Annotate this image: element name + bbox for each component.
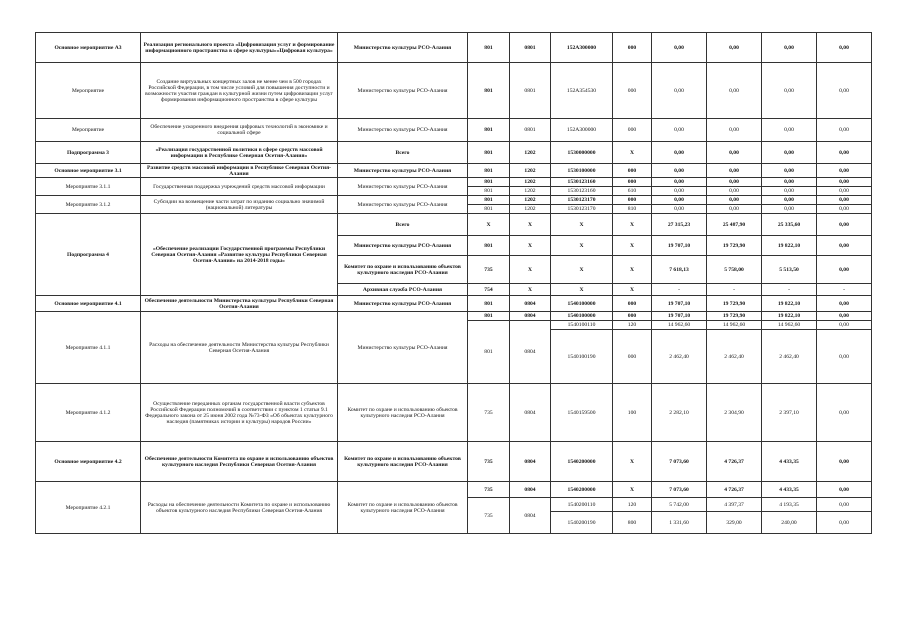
table-row: [36, 442, 872, 482]
amount-cell: 0,00: [762, 205, 817, 214]
amount-cell: -: [652, 284, 707, 296]
table-row: [36, 296, 872, 312]
executor-cell: Всего: [338, 142, 468, 164]
vr-cell: Х: [613, 482, 652, 498]
rzpr-cell: 1202: [510, 178, 551, 187]
rzpr-cell: 0801: [510, 33, 551, 63]
rzpr-cell: 0804: [510, 296, 551, 312]
grbs-cell: 801: [468, 236, 510, 256]
grbs-cell: 801: [468, 187, 510, 196]
csr-cell: 1540159500: [551, 384, 613, 442]
executor-cell: Министерство культуры РСО-Алания: [338, 236, 468, 256]
program-code: Мероприятие 4.1.2: [36, 384, 141, 442]
amount-cell: 0,00: [762, 63, 817, 119]
amount-cell: 0,00: [652, 63, 707, 119]
amount-cell: 0,00: [652, 196, 707, 205]
program-code: Подпрограмма 3: [36, 142, 141, 164]
amount-cell: 0,00: [707, 205, 762, 214]
executor-cell: Министерство культуры РСО-Алания: [338, 119, 468, 142]
grbs-cell: 801: [468, 296, 510, 312]
amount-cell: 4 433,35: [762, 442, 817, 482]
program-code: Основное мероприятие 4.2: [36, 442, 141, 482]
amount-cell: 329,00: [707, 512, 762, 534]
amount-cell: 0,00: [707, 33, 762, 63]
amount-cell: 240,00: [762, 512, 817, 534]
vr-cell: 000: [613, 312, 652, 321]
amount-cell: 7 618,13: [652, 256, 707, 284]
program-code: Мероприятие 3.1.1: [36, 178, 141, 196]
csr-cell: 1540200000: [551, 482, 613, 498]
amount-cell: 0,00: [817, 63, 872, 119]
amount-cell: 0,00: [817, 164, 872, 178]
rzpr-cell: Х: [510, 256, 551, 284]
vr-cell: 810: [613, 205, 652, 214]
amount-cell: 0,00: [762, 33, 817, 63]
amount-cell: 0,00: [762, 196, 817, 205]
amount-cell: 19 729,90: [707, 236, 762, 256]
amount-cell: 0,00: [817, 214, 872, 236]
vr-cell: Х: [613, 256, 652, 284]
grbs-cell: 801: [468, 178, 510, 187]
amount-cell: 7 073,60: [652, 442, 707, 482]
amount-cell: -: [817, 284, 872, 296]
csr-cell: 1530123160: [551, 187, 613, 196]
csr-cell: Х: [551, 284, 613, 296]
amount-cell: -: [762, 284, 817, 296]
amount-cell: 0,00: [707, 63, 762, 119]
amount-cell: 27 315,23: [652, 214, 707, 236]
rzpr-cell: 1202: [510, 196, 551, 205]
csr-cell: 1540100000: [551, 296, 613, 312]
vr-cell: Х: [613, 214, 652, 236]
amount-cell: 4 433,35: [762, 482, 817, 498]
amount-cell: 0,00: [817, 196, 872, 205]
amount-cell: 0,00: [817, 256, 872, 284]
rzpr-cell: 0804: [510, 384, 551, 442]
table-row: [36, 214, 872, 236]
rzpr-cell: 1202: [510, 164, 551, 178]
amount-cell: 5 742,00: [652, 498, 707, 512]
amount-cell: 2 462,40: [762, 330, 817, 384]
rzpr-cell: 0804: [510, 498, 551, 534]
program-code: Мероприятие: [36, 63, 141, 119]
amount-cell: 19 707,10: [652, 236, 707, 256]
executor-cell: Министерство культуры РСО-Алания: [338, 312, 468, 384]
grbs-cell: 801: [468, 205, 510, 214]
table-row: [36, 119, 872, 142]
amount-cell: -: [707, 284, 762, 296]
executor-cell: Министерство культуры РСО-Алания: [338, 196, 468, 214]
program-code: Подпрограмма 4: [36, 214, 141, 296]
amount-cell: 0,00: [817, 512, 872, 534]
amount-cell: 2 397,10: [762, 384, 817, 442]
amount-cell: 0,00: [817, 498, 872, 512]
rzpr-cell: Х: [510, 236, 551, 256]
amount-cell: 19 822,10: [762, 312, 817, 321]
csr-cell: 1540100190: [551, 330, 613, 384]
executor-cell: Комитет по охране и использованию объектов культурного наследия РСО-Алания: [338, 442, 468, 482]
executor-cell: Министерство культуры РСО-Алания: [338, 33, 468, 63]
vr-cell: Х: [613, 142, 652, 164]
amount-cell: 0,00: [707, 196, 762, 205]
amount-cell: 0,00: [762, 187, 817, 196]
csr-cell: 1540200000: [551, 442, 613, 482]
vr-cell: 120: [613, 321, 652, 330]
amount-cell: 0,00: [817, 178, 872, 187]
csr-cell: 152А300000: [551, 119, 613, 142]
table-row: [36, 482, 872, 498]
program-code: Мероприятие 3.1.2: [36, 196, 141, 214]
csr-cell: 152А354530: [551, 63, 613, 119]
amount-cell: 0,00: [652, 33, 707, 63]
amount-cell: 0,00: [762, 142, 817, 164]
amount-cell: 19 707,10: [652, 312, 707, 321]
vr-cell: 000: [613, 330, 652, 384]
csr-cell: 1540100110: [551, 321, 613, 330]
amount-cell: 0,00: [652, 142, 707, 164]
rzpr-cell: 0804: [510, 482, 551, 498]
amount-cell: 0,00: [817, 442, 872, 482]
amount-cell: 0,00: [817, 384, 872, 442]
grbs-cell: 754: [468, 284, 510, 296]
rzpr-cell: 0804: [510, 321, 551, 384]
csr-cell: 1530100000: [551, 164, 613, 178]
table-row: [36, 384, 872, 442]
grbs-cell: 801: [468, 119, 510, 142]
amount-cell: 4 726,37: [707, 442, 762, 482]
csr-cell: Х: [551, 236, 613, 256]
rzpr-cell: 0801: [510, 63, 551, 119]
amount-cell: 0,00: [817, 330, 872, 384]
vr-cell: 000: [613, 196, 652, 205]
rzpr-cell: 0804: [510, 312, 551, 321]
program-description: Субсидии на возмещение части затрат по изданию социально значимой (национальной) литературы: [141, 196, 338, 214]
vr-cell: 100: [613, 384, 652, 442]
amount-cell: 4 726,37: [707, 482, 762, 498]
document-page: [35, 32, 871, 534]
vr-cell: 000: [613, 119, 652, 142]
table-row: [36, 33, 872, 63]
program-code: Основное мероприятие 4.1: [36, 296, 141, 312]
amount-cell: 25 487,90: [707, 214, 762, 236]
grbs-cell: 801: [468, 33, 510, 63]
vr-cell: Х: [613, 442, 652, 482]
grbs-cell: 801: [468, 196, 510, 205]
grbs-cell: Х: [468, 214, 510, 236]
vr-cell: 000: [613, 178, 652, 187]
amount-cell: 0,00: [762, 119, 817, 142]
executor-cell: Комитет по охране и использованию объектов культурного наследия РСО-Алания: [338, 256, 468, 284]
grbs-cell: 801: [468, 321, 510, 384]
grbs-cell: 801: [468, 164, 510, 178]
amount-cell: 0,00: [817, 205, 872, 214]
amount-cell: 0,00: [817, 119, 872, 142]
rzpr-cell: Х: [510, 214, 551, 236]
amount-cell: 0,00: [652, 205, 707, 214]
amount-cell: 0,00: [707, 164, 762, 178]
executor-cell: Министерство культуры РСО-Алания: [338, 296, 468, 312]
amount-cell: 25 335,60: [762, 214, 817, 236]
amount-cell: 0,00: [652, 119, 707, 142]
rzpr-cell: 1202: [510, 142, 551, 164]
csr-cell: Х: [551, 214, 613, 236]
amount-cell: 0,00: [817, 312, 872, 321]
program-description: Обеспечение деятельности Комитета по охране и использованию объектов культурного наследия Республики Северная Осетия-Алания: [141, 442, 338, 482]
vr-cell: 000: [613, 164, 652, 178]
csr-cell: 1530123170: [551, 205, 613, 214]
program-description: Обеспечение ускоренного внедрения цифровых технологий в экономике и социальной сфере: [141, 119, 338, 142]
grbs-cell: 735: [468, 256, 510, 284]
amount-cell: 2 304,90: [707, 384, 762, 442]
executor-cell: Всего: [338, 214, 468, 236]
grbs-cell: 801: [468, 312, 510, 321]
executor-cell: Комитет по охране и использованию объектов культурного наследия РСО-Алания: [338, 384, 468, 442]
table-row: [36, 178, 872, 187]
rzpr-cell: 1202: [510, 205, 551, 214]
amount-cell: 4 193,35: [762, 498, 817, 512]
executor-cell: Министерство культуры РСО-Алания: [338, 164, 468, 178]
csr-cell: 1540200110: [551, 498, 613, 512]
amount-cell: 4 397,37: [707, 498, 762, 512]
amount-cell: 14 962,60: [652, 321, 707, 330]
vr-cell: Х: [613, 236, 652, 256]
executor-cell: Архивная служба РСО-Алания: [338, 284, 468, 296]
csr-cell: 1540200190: [551, 512, 613, 534]
grbs-cell: 735: [468, 384, 510, 442]
amount-cell: 5 513,50: [762, 256, 817, 284]
rzpr-cell: 0804: [510, 442, 551, 482]
amount-cell: 7 073,60: [652, 482, 707, 498]
grbs-cell: 735: [468, 498, 510, 534]
csr-cell: 152А300000: [551, 33, 613, 63]
program-code: Основное мероприятие А3: [36, 33, 141, 63]
amount-cell: 0,00: [817, 33, 872, 63]
program-description: Реализация регионального проекта «Цифровизация услуг и формирование информационного пространства в сфере культуры»«Цифровая культура»: [141, 33, 338, 63]
amount-cell: 0,00: [817, 236, 872, 256]
table-row: [36, 196, 872, 205]
amount-cell: 19 822,10: [762, 296, 817, 312]
amount-cell: 2 282,10: [652, 384, 707, 442]
table-row: [36, 164, 872, 178]
program-description: «Реализация государственной политики в сфере средств массовой информации в Республике Северная Осетия-Алания»: [141, 142, 338, 164]
amount-cell: 0,00: [707, 142, 762, 164]
program-description: Расходы на обеспечение деятельности Комитета по охране и использованию объектов культурного наследия Республики Северная Осетия-Алания: [141, 482, 338, 534]
vr-cell: Х: [613, 284, 652, 296]
amount-cell: 19 822,10: [762, 236, 817, 256]
executor-cell: Министерство культуры РСО-Алания: [338, 63, 468, 119]
grbs-cell: 801: [468, 63, 510, 119]
amount-cell: 0,00: [817, 296, 872, 312]
csr-cell: 1530123160: [551, 178, 613, 187]
program-code: Мероприятие 4.1.1: [36, 312, 141, 384]
amount-cell: 1 331,60: [652, 512, 707, 534]
executor-cell: Комитет по охране и использованию объектов культурного наследия РСО-Алания: [338, 482, 468, 534]
amount-cell: 0,00: [652, 178, 707, 187]
vr-cell: 000: [613, 296, 652, 312]
csr-cell: 1530123170: [551, 196, 613, 205]
table-row: [36, 312, 872, 321]
vr-cell: 120: [613, 498, 652, 512]
program-description: Развитие средств массовой информации в Республике Северная Осетия-Алания: [141, 164, 338, 178]
program-description: Осуществление переданных органам государственной власти субъектов Российской Федерации полномочий в соответствии с пунктом 1 статьи 9.1 Федерального закона от 25 июня 2002 года №73-ФЗ «Об объектах культурного наследия (памятниках истории и культуры) народов России»: [141, 384, 338, 442]
vr-cell: 000: [613, 63, 652, 119]
csr-cell: 1530000000: [551, 142, 613, 164]
amount-cell: 0,00: [817, 142, 872, 164]
vr-cell: 000: [613, 33, 652, 63]
amount-cell: 0,00: [652, 164, 707, 178]
program-description: Расходы на обеспечение деятельности Министерства культуры Республики Северная Осетия-Алания: [141, 312, 338, 384]
amount-cell: 14 962,60: [762, 321, 817, 330]
amount-cell: 0,00: [817, 187, 872, 196]
amount-cell: 0,00: [707, 178, 762, 187]
amount-cell: 0,00: [817, 321, 872, 330]
amount-cell: 2 462,40: [707, 330, 762, 384]
program-code: Мероприятие: [36, 119, 141, 142]
grbs-cell: 735: [468, 482, 510, 498]
rzpr-cell: Х: [510, 284, 551, 296]
vr-cell: 800: [613, 512, 652, 534]
amount-cell: 14 962,60: [707, 321, 762, 330]
program-description: Государственная поддержка учреждений средств массовой информации: [141, 178, 338, 196]
program-code: Мероприятие 4.2.1: [36, 482, 141, 534]
amount-cell: 19 707,10: [652, 296, 707, 312]
amount-cell: 19 729,90: [707, 296, 762, 312]
executor-cell: Министерство культуры РСО-Алания: [338, 178, 468, 196]
amount-cell: 0,00: [762, 164, 817, 178]
amount-cell: 0,00: [652, 187, 707, 196]
rzpr-cell: 0801: [510, 119, 551, 142]
program-description: Обеспечение деятельности Министерства культуры Республики Северная Осетия-Алания: [141, 296, 338, 312]
amount-cell: 5 758,00: [707, 256, 762, 284]
amount-cell: 2 462,40: [652, 330, 707, 384]
amount-cell: 0,00: [707, 187, 762, 196]
grbs-cell: 735: [468, 442, 510, 482]
amount-cell: 19 729,90: [707, 312, 762, 321]
program-code: Основное мероприятие 3.1: [36, 164, 141, 178]
rzpr-cell: 1202: [510, 187, 551, 196]
budget-table: [35, 32, 872, 534]
program-description: Создание виртуальных концертных залов не менее чем в 500 городах Российской Федерации, в том числе условий для повышения доступности и возможности участия граждан в культурной жизни путем цифровизации услуг формирования информационного пространства в сфере культуры: [141, 63, 338, 119]
table-row: [36, 63, 872, 119]
amount-cell: 0,00: [707, 119, 762, 142]
vr-cell: 610: [613, 187, 652, 196]
csr-cell: 1540100000: [551, 312, 613, 321]
grbs-cell: 801: [468, 142, 510, 164]
amount-cell: 0,00: [762, 178, 817, 187]
amount-cell: 0,00: [817, 482, 872, 498]
table-row: [36, 142, 872, 164]
csr-cell: Х: [551, 256, 613, 284]
program-description: «Обеспечение реализации Государственной программы Республики Северная Осетия-Алания «Развитие культуры Республики Северная Осетия-Алания» на 2014-2018 годы»: [141, 214, 338, 296]
